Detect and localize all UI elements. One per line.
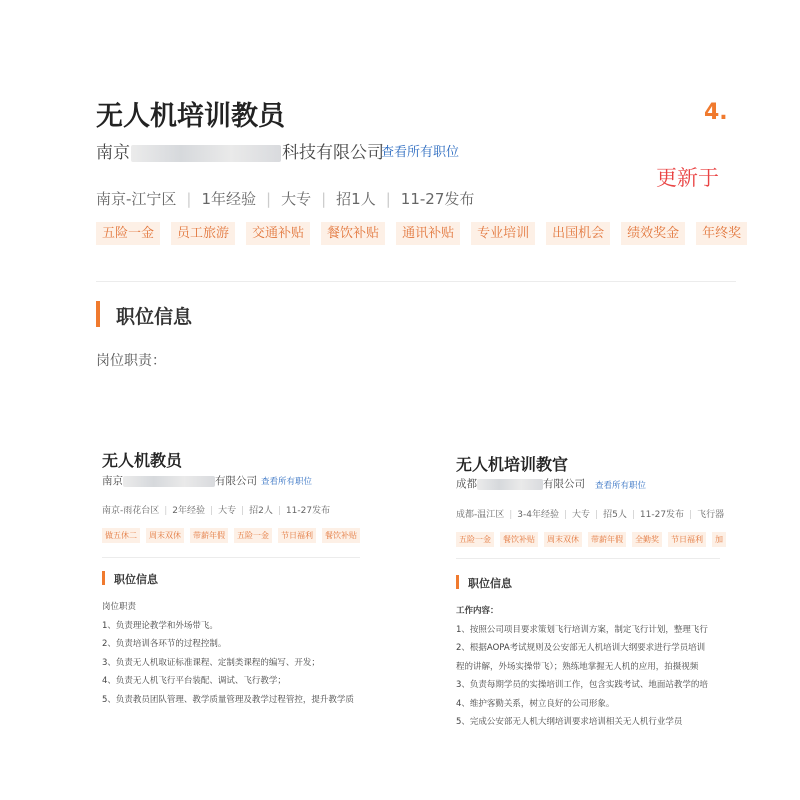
section-accent-bar <box>102 571 105 585</box>
job-education: 大专 <box>281 190 312 208</box>
section-title: 职位信息 <box>114 573 158 586</box>
divider <box>456 558 720 559</box>
benefit-tags <box>102 523 366 543</box>
updated-time: 更新于 <box>656 166 719 190</box>
job-category: 飞行器 <box>697 510 725 520</box>
company-name[interactable] <box>96 138 384 163</box>
separator: | <box>595 510 599 520</box>
benefit-tag: 周末双休 <box>146 528 184 543</box>
benefit-tag: 通讯补贴 <box>396 222 460 245</box>
separator: | <box>277 506 281 516</box>
benefit-tag: 出国机会 <box>546 222 610 245</box>
duty-heading: 岗位职责 <box>102 602 137 612</box>
job-experience: 3-4年经验 <box>517 510 559 520</box>
benefit-tag: 五险一金 <box>96 222 160 245</box>
separator: | <box>164 506 168 516</box>
benefit-tag: 带薪年假 <box>190 528 228 543</box>
separator: | <box>509 510 513 520</box>
job-post-date: 11-27发布 <box>400 190 475 208</box>
benefit-tag: 节日福利 <box>668 532 706 547</box>
duty-item: 2、根据AOPA考试规则及公安部无人机培训大纲要求进行学员培训 <box>456 643 706 653</box>
job-location: 成都-温江区 <box>456 510 505 520</box>
view-all-jobs-link[interactable]: 查看所有职位 <box>261 477 313 487</box>
benefit-tags <box>96 222 758 245</box>
company-name[interactable] <box>456 476 585 491</box>
duty-item: 1、按照公司项目要求策划飞行培训方案，制定飞行计划，整理飞行 <box>456 624 708 635</box>
company-name-suffix: 有限公司 <box>543 478 585 490</box>
duty-item: 4、负责无人机飞行平台装配、调试、飞行教学； <box>102 676 286 686</box>
view-all-jobs-link[interactable]: 查看所有职位 <box>595 481 647 491</box>
separator: | <box>385 190 391 208</box>
job-headcount: 招1人 <box>336 190 376 208</box>
view-all-jobs-link[interactable]: 查看所有职位 <box>381 145 460 160</box>
redacted-blur <box>477 479 543 490</box>
benefit-tag: 全勤奖 <box>632 532 662 547</box>
benefit-tag: 员工旅游 <box>171 222 235 245</box>
benefit-tag: 年终奖 <box>696 222 747 245</box>
duty-list <box>102 598 354 709</box>
duty-item: 4、维护客勤关系，树立良好的公司形象。 <box>456 698 615 709</box>
job-education: 大专 <box>218 506 237 516</box>
job-education: 大专 <box>572 510 591 520</box>
divider <box>96 281 736 282</box>
job-detail-left <box>92 432 370 704</box>
job-location: 南京-雨花台区 <box>102 506 160 516</box>
company-name-prefix: 南京 <box>102 475 123 487</box>
separator: | <box>564 510 568 520</box>
duty-item: 程的讲解，外场实操带飞）；熟练地掌握无人机的应用，拍摄视频 <box>456 661 699 672</box>
duty-item: 2、负责培训各环节的过程控制。 <box>102 639 227 649</box>
separator: | <box>241 506 245 516</box>
separator: | <box>631 510 635 520</box>
job-post-date: 11-27发布 <box>285 506 331 516</box>
section-title: 职位信息 <box>468 577 512 590</box>
job-headcount: 招2人 <box>249 506 273 516</box>
job-location: 南京-江宁区 <box>96 190 177 208</box>
duty-heading: 岗位职责： <box>96 353 166 369</box>
duty-item: 5、负责教员团队管理、教学质量管理及教学过程管控，提升教学质 <box>102 694 354 705</box>
separator: | <box>210 506 214 516</box>
benefit-tag: 做五休二 <box>102 528 140 543</box>
benefit-tag: 周末双休 <box>544 532 582 547</box>
company-name[interactable] <box>102 473 257 488</box>
job-post-date: 11-27发布 <box>639 510 685 520</box>
duty-item: 5、完成公安部无人机大纲培训要求培训相关无人机行业学员 <box>456 717 683 727</box>
separator: | <box>186 190 192 208</box>
job-title: 无人机教员 <box>102 451 183 470</box>
job-experience: 2年经验 <box>172 506 206 516</box>
benefit-tag: 五险一金 <box>456 532 494 547</box>
job-detail-main <box>0 0 742 369</box>
job-headcount: 招5人 <box>603 510 627 520</box>
separator: | <box>321 190 327 208</box>
company-name-prefix: 成都 <box>456 478 477 490</box>
job-meta <box>102 503 330 516</box>
benefit-tag: 节日福利 <box>278 528 316 543</box>
job-experience: 1年经验 <box>201 190 257 208</box>
benefit-tag: 专业培训 <box>471 222 535 245</box>
separator: | <box>689 510 693 520</box>
company-name-suffix: 科技有限公司 <box>282 143 384 163</box>
benefit-tag: 交通补贴 <box>246 222 310 245</box>
benefit-tag: 餐饮补贴 <box>321 222 385 245</box>
job-meta <box>456 507 724 520</box>
benefit-tag: 餐饮补贴 <box>322 528 360 543</box>
redacted-blur <box>123 476 215 487</box>
benefit-tag: 绩效奖金 <box>621 222 685 245</box>
job-title: 无人机培训教官 <box>456 455 569 474</box>
company-name-prefix: 南京 <box>96 143 130 163</box>
duty-list <box>456 602 708 732</box>
duty-heading: 工作内容： <box>456 606 499 616</box>
benefit-tag: 加 <box>712 532 726 547</box>
duty-item: 3、负责无人机取证标准课程、定制类课程的编写、开发； <box>102 657 320 668</box>
salary: 4. <box>704 100 728 125</box>
separator: | <box>266 190 272 208</box>
job-meta <box>96 188 474 209</box>
benefit-tag: 带薪年假 <box>588 532 626 547</box>
benefit-tags <box>456 527 732 547</box>
duty-item: 1、负责理论教学和外场带飞。 <box>102 620 218 631</box>
company-name-suffix: 有限公司 <box>215 475 257 487</box>
section-accent-bar <box>456 575 459 589</box>
section-title: 职位信息 <box>116 306 193 328</box>
redacted-blur <box>131 145 281 162</box>
benefit-tag: 餐饮补贴 <box>500 532 538 547</box>
duty-item: 3、负责每期学员的实操培训工作，包含实践考试、地面站教学的培 <box>456 680 708 690</box>
section-accent-bar <box>96 301 100 327</box>
benefit-tag: 五险一金 <box>234 528 272 543</box>
job-title: 无人机培训教员 <box>96 101 285 132</box>
job-detail-right <box>448 440 725 727</box>
divider <box>102 557 360 558</box>
